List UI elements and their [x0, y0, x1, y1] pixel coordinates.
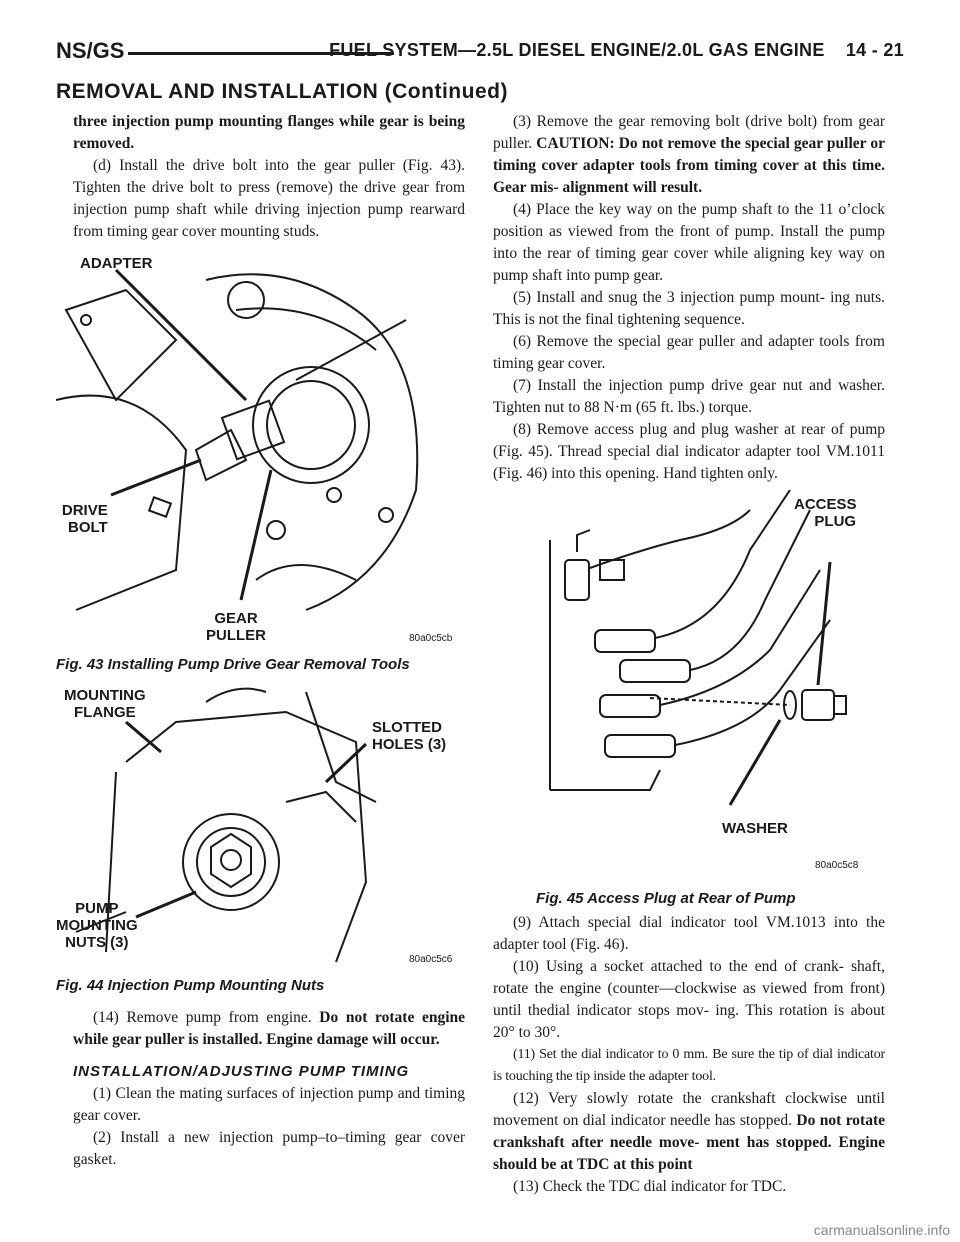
right-column-bottom [493, 912, 885, 1198]
header-chapter: FUEL SYSTEM—2.5L DIESEL ENGINE/2.0L GAS ENGINE 14 - 21 [329, 40, 904, 60]
fig44-code: 80a0c5c6 [409, 954, 453, 965]
fig45-label-washer: WASHER [722, 820, 788, 837]
paragraph-install-9: (9) Attach special dial indicator tool VM.1013 into the adapter tool (Fig. 46). [493, 914, 885, 953]
fig44-caption: Fig. 44 Injection Pump Mounting Nuts [56, 977, 325, 994]
fig43-label-gear-puller: GEAR PULLER [206, 610, 266, 644]
paragraph-install-11: (11) Set the dial indicator to 0 mm. Be sure the tip of dial indicator is touching the tip inside the adapter tool. [493, 1047, 885, 1084]
fig43-caption: Fig. 43 Installing Pump Drive Gear Removal Tools [56, 656, 410, 673]
paragraph-install-2: (2) Install a new injection pump–to–timing gear cover gasket. [73, 1129, 465, 1168]
page-header [56, 38, 904, 72]
paragraph-install-6: (6) Remove the special gear puller and adapter tools from timing gear cover. [493, 333, 885, 372]
paragraph-install-7: (7) Install the injection pump drive gear nut and washer. Tighten nut to 88 N·m (65 ft. lbs.) torque. [493, 377, 885, 416]
left-column-top [73, 111, 465, 243]
paragraph-flanges: three injection pump mounting flanges while gear is being removed. [73, 113, 465, 152]
paragraph-step-14: (14) Remove pump from engine. Do not rotate engine while gear puller is installed. Engine damage will occur. [73, 1009, 466, 1048]
fig44-label-mounting-flange: MOUNTING FLANGE [64, 687, 146, 721]
paragraph-install-1: (1) Clean the mating surfaces of injection pump and timing gear cover. [73, 1085, 465, 1124]
installation-subhead: INSTALLATION/ADJUSTING PUMP TIMING [73, 1063, 410, 1080]
fig43-label-drive-bolt: DRIVE BOLT [61, 502, 108, 536]
right-column-top [493, 111, 885, 485]
fig44-label-slotted-holes: SLOTTED HOLES (3) [372, 719, 447, 753]
fig45-code: 80a0c5c8 [815, 860, 859, 871]
header-model: NS/GS [56, 38, 125, 63]
paragraph-install-10: (10) Using a socket attached to the end of crank- shaft, rotate the engine (counter—clockwise as viewed from front) until thedial indicator stops mov- ing. This rotation is about 20° to 30°. [493, 958, 885, 1041]
fig44-label-pump-mounting-nuts: PUMP MOUNTING NUTS (3) [56, 900, 138, 951]
fig45-caption: Fig. 45 Access Plug at Rear of Pump [536, 890, 796, 907]
section-title: REMOVAL AND INSTALLATION (Continued) [56, 80, 508, 103]
fig43-code: 80a0c5cb [409, 633, 453, 644]
paragraph-install-5: (5) Install and snug the 3 injection pump mount- ing nuts. This is not the final tightening sequence. [493, 289, 885, 328]
fig43-label-adapter: ADAPTER [80, 255, 153, 272]
paragraph-install-3: (3) Remove the gear removing bolt (drive bolt) from gear puller. CAUTION: Do not remove the special gear puller or timing cover adapter tools from timing cover at this time. Gear mis- alignment will result. [493, 113, 885, 196]
paragraph-install-8: (8) Remove access plug and plug washer at rear of pump (Fig. 45). Thread special dial indicator adapter tool VM.1011 (Fig. 46) into this opening. Hand tighten only. [493, 421, 885, 482]
fig45-label-access-plug: ACCESS PLUG [794, 496, 857, 530]
watermark: carmanualsonline.info [813, 1222, 950, 1238]
fig43-drawing [56, 250, 460, 650]
fig43-illustration [56, 250, 460, 650]
fig44-illustration [56, 682, 460, 970]
paragraph-step-d: (d) Install the drive bolt into the gear puller (Fig. 43). Tighten the drive bolt to press (remove) the drive gear from injection pump shaft while driving injection pump rearward from timing gear cover mounting studs. [73, 157, 465, 240]
fig45-drawing [490, 490, 890, 880]
fig45-illustration [490, 490, 890, 880]
paragraph-install-12: (12) Very slowly rotate the crankshaft clockwise until movement on dial indicator needle has stopped. Do not rotate crankshaft after needle move- ment has stopped. Engine should be at TDC at this point [493, 1090, 886, 1173]
paragraph-install-4: (4) Place the key way on the pump shaft to the 11 o’clock position as viewed from the front of pump. Install the pump into the rear of timing gear cover while aligning key way on pump shaft into pump gear. [493, 201, 885, 284]
left-column-bottom [73, 1007, 465, 1171]
paragraph-install-13: (13) Check the TDC dial indicator for TDC. [513, 1178, 787, 1195]
